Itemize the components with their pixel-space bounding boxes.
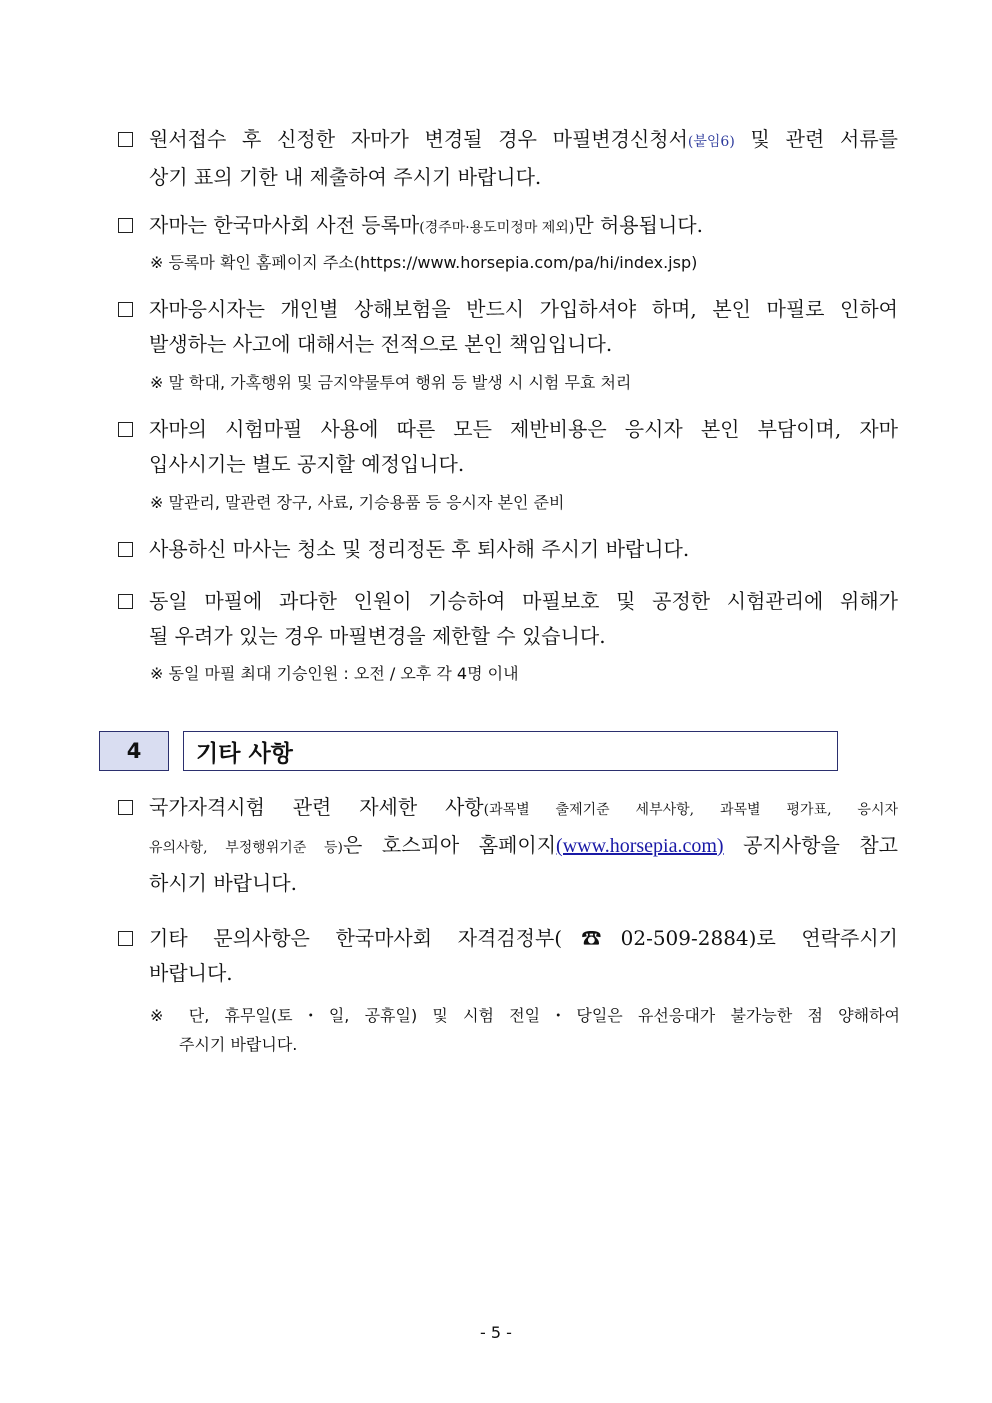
notice-item-costs	[118, 412, 898, 482]
page-number: - 5 -	[480, 1323, 512, 1342]
item-line: 바랍니다.	[149, 961, 233, 985]
item-line: 발생하는 사고에 대해서는 전적으로 본인 책임입니다.	[149, 332, 613, 356]
notice-item-stable-cleaning	[118, 532, 898, 567]
item-parenthetical: (과목별 출제기준 세부사항, 과목별 평가표, 응시자	[483, 802, 898, 818]
notice-item-contact	[118, 921, 898, 991]
item-text: 은 호스피아 홈페이지	[343, 833, 557, 857]
item-text: 자마는 한국마사회 사전 등록마	[149, 213, 420, 237]
item-text: 원서접수 후 신정한 자마가 변경될 경우 마필변경신청서	[149, 127, 688, 151]
item-parenthetical: 유의사항, 부정행위기준 등)	[149, 840, 344, 856]
item-line: 상기 표의 기한 내 제출하여 주시기 바랍니다.	[149, 165, 542, 189]
item-line	[118, 828, 898, 866]
checkbox-bullet	[118, 800, 133, 815]
attachment-ref: (붙임6)	[687, 134, 735, 150]
checkbox-bullet	[118, 931, 133, 946]
note-abuse: ※ 말 학대, 가혹행위 및 금지약물투여 행위 등 발생 시 시험 무효 처리	[150, 373, 632, 392]
item-line: 자마의 시험마필 사용에 따른 모든 제반비용은 응시자 본인 부담이며, 자마	[149, 417, 898, 441]
section-title: 기타 사항	[183, 731, 838, 771]
item-line: 입사시기는 별도 공지할 예정입니다.	[149, 452, 465, 476]
checkbox-bullet	[118, 302, 133, 317]
checkbox-bullet	[118, 422, 133, 437]
note-holiday: ※ 단, 휴무일(토・일, 공휴일) 및 시험 전일・당일은 유선응대가 불가능한 점 양해하여	[150, 1006, 900, 1025]
item-line: 동일 마필에 과다한 인원이 기승하여 마필보호 및 공정한 시험관리에 위해가	[149, 589, 898, 613]
item-line	[118, 208, 898, 246]
section-number: 4	[99, 731, 169, 771]
checkbox-bullet	[118, 594, 133, 609]
checkbox-bullet	[118, 132, 133, 147]
item-text: 만 허용됩니다.	[574, 213, 703, 237]
notice-item-registered-horse	[118, 208, 898, 246]
note-holiday-cont: 주시기 바랍니다.	[179, 1035, 298, 1054]
item-line	[118, 790, 898, 828]
item-line: 자마응시자는 개인별 상해보험을 반드시 가입하셔야 하며, 본인 마필로 인하여	[149, 297, 898, 321]
notice-item-exam-details	[118, 790, 898, 901]
item-line: 사용하신 마사는 청소 및 정리정돈 후 퇴사해 주시기 바랍니다.	[149, 537, 690, 561]
note-self-prep: ※ 말관리, 말관련 장구, 사료, 기승용품 등 응시자 본인 준비	[150, 493, 565, 512]
item-text: 국가자격시험 관련 자세한 사항	[149, 795, 484, 819]
checkbox-bullet	[118, 218, 133, 233]
item-line: 기타 문의사항은 한국마사회 자격검정부(☎02-509-2884)로 연락주시기	[149, 926, 898, 950]
item-line	[118, 122, 898, 160]
note-max-riders: ※ 동일 마필 최대 기승인원 : 오전 / 오후 각 4명 이내	[150, 664, 519, 683]
checkbox-bullet	[118, 542, 133, 557]
item-parenthetical: (경주마·용도미정마 제외)	[419, 220, 575, 236]
notice-item-rider-limit	[118, 584, 898, 654]
item-line: 하시기 바랍니다.	[149, 871, 297, 895]
notice-item-horse-change	[118, 122, 898, 195]
item-line: 될 우려가 있는 경우 마필변경을 제한할 수 있습니다.	[149, 624, 606, 648]
notice-item-insurance	[118, 292, 898, 362]
note-registered-horse-url: ※ 등록마 확인 홈페이지 주소(https://www.horsepia.com/pa/hi/index.jsp)	[150, 253, 698, 272]
item-text: 공지사항을 참고	[723, 833, 898, 857]
item-text: 및 관련 서류를	[734, 127, 898, 151]
horsepia-link[interactable]: (www.horsepia.com)	[556, 835, 724, 857]
